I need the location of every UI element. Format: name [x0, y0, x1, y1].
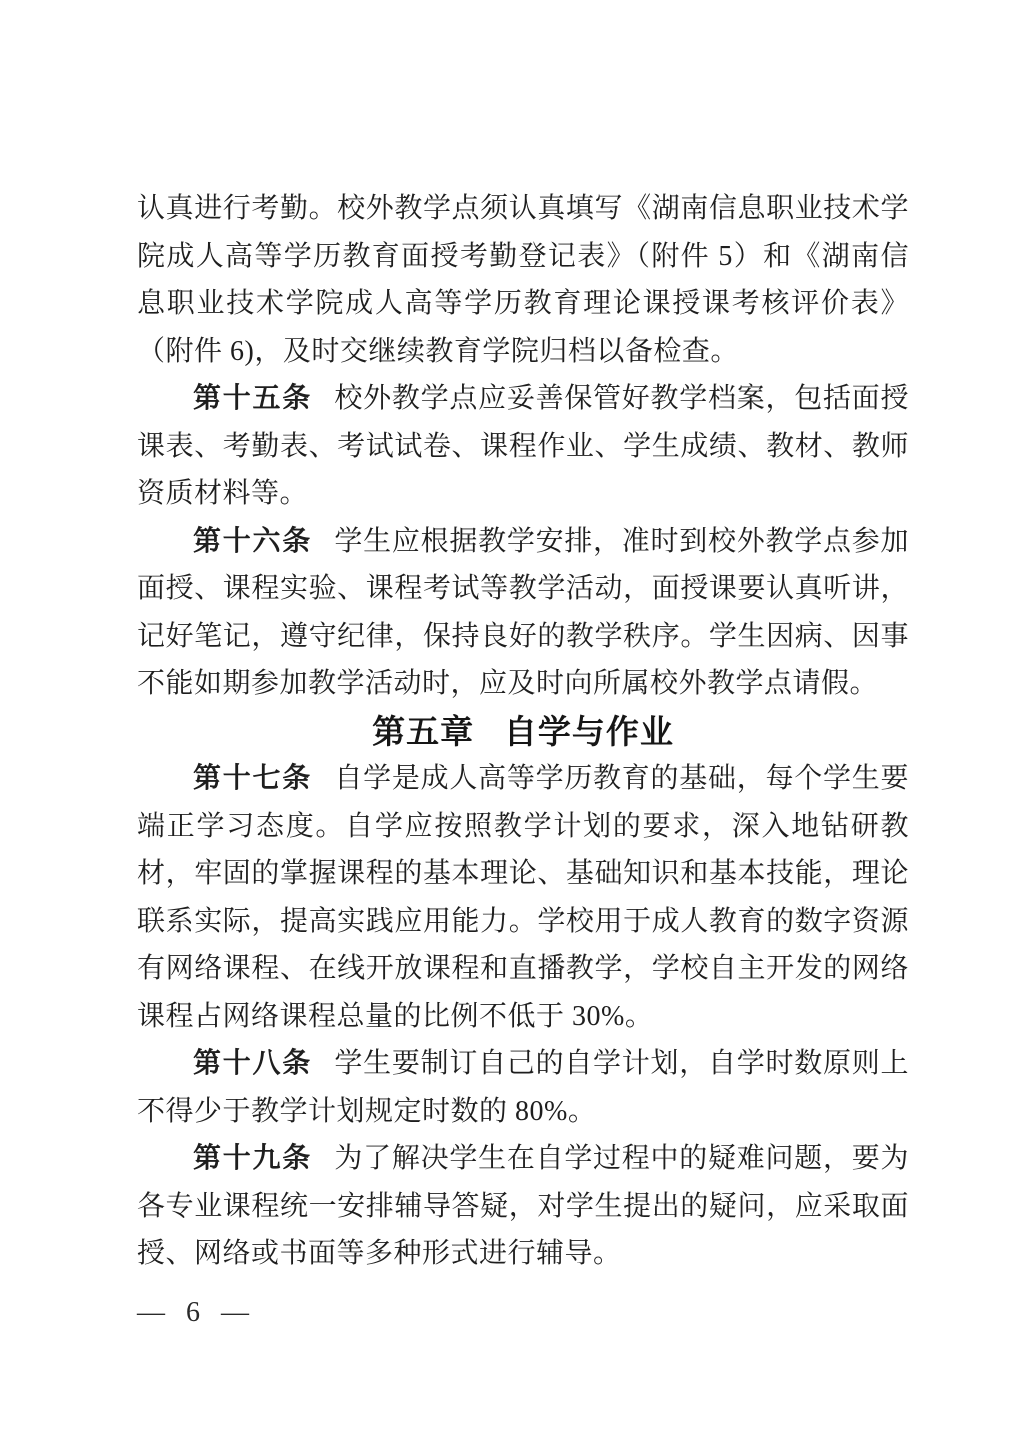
paragraph-article-18 [137, 1040, 909, 1135]
article-number-label: 第十八条 [193, 1048, 312, 1079]
paragraph-text: 为了解决学生在自学过程中的疑难问题，要为各专业课程统一安排辅导答疑，对学生提出的疑问，应采取面授、网络或书面等多种形式进行辅导。 [137, 1143, 909, 1269]
article-number-label: 第十七条 [193, 763, 312, 794]
article-number-label: 第十五条 [193, 383, 312, 414]
paragraph-continuation [137, 185, 909, 375]
paragraph-text: 认真进行考勤。校外教学点须认真填写《湖南信息职业技术学院成人高等学历教育面授考勤登记表》（附件 5）和《湖南信息职业技术学院成人高等学历教育理论课授课考核评价表》（附件 6)，及时交继续教育学院归档以备检查。 [137, 193, 909, 367]
paragraph-text: 自学是成人高等学历教育的基础，每个学生要端正学习态度。自学应按照教学计划的要求，深入地钻研教材，牢固的掌握课程的基本理论、基础知识和基本技能，理论联系实际，提高实践应用能力。学校用于成人教育的数字资源有网络课程、在线开放课程和直播教学，学校自主开发的网络课程占网络课程总量的比例不低于 30%。 [137, 763, 909, 1032]
paragraph-text: 校外教学点应妥善保管好教学档案，包括面授课表、考勤表、考试试卷、课程作业、学生成绩、教材、教师资质材料等。 [137, 383, 909, 509]
paragraph-article-15 [137, 375, 909, 518]
article-number-label: 第十六条 [193, 525, 312, 557]
chapter-title: 自学与作业 [503, 712, 674, 750]
paragraph-text: 学生应根据教学安排，准时到校外教学点参加面授、课程实验、课程考试等教学活动，面授课要认真听讲，记好笔记，遵守纪律，保持良好的教学秩序。学生因病、因事不能如期参加教学活动时，应及时向所属校外教学点请假。 [137, 525, 909, 699]
chapter-heading [137, 708, 909, 756]
page-number-footer: — 6 — [137, 1297, 251, 1328]
paragraph-text: 学生要制订自己的自学计划，自学时数原则上不得少于教学计划规定时数的 80%。 [137, 1048, 909, 1127]
paragraph-article-19 [137, 1135, 909, 1278]
article-number-label: 第十九条 [193, 1143, 312, 1174]
paragraph-article-16 [137, 518, 909, 708]
paragraph-article-17 [137, 755, 909, 1040]
chapter-number: 第五章 [372, 712, 475, 750]
document-body [137, 185, 909, 1278]
